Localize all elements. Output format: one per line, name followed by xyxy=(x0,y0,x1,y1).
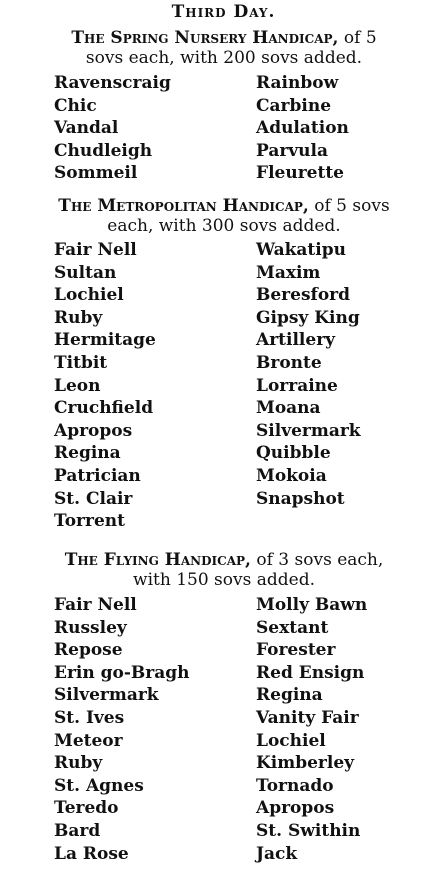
entry-right: Sextant xyxy=(256,617,329,638)
race-terms-line2: sovs each, with 200 sovs added. xyxy=(85,48,363,68)
entry-left: Lochiel xyxy=(54,285,124,306)
entry-left: Chic xyxy=(54,95,97,116)
race-name: The Metropolitan Handicap, xyxy=(58,196,309,216)
entry-left: Cruchfield xyxy=(54,398,154,419)
entry-left: Bard xyxy=(54,821,101,841)
race-title-spring-nursery xyxy=(4,28,444,68)
race-name: The Spring Nursery Handicap, xyxy=(71,28,339,48)
entry-left: Ruby xyxy=(54,307,103,328)
entry-right: Fleurette xyxy=(256,163,344,184)
entry-right: Wakatipu xyxy=(256,240,346,260)
entry-left: Patrician xyxy=(54,466,141,486)
entry-right: Apropos xyxy=(256,798,335,819)
entry-right: Carbine xyxy=(256,95,332,116)
entry-left: Fair Nell xyxy=(54,240,137,260)
entry-right: Silvermark xyxy=(256,420,361,441)
entry-left: Erin go-Bragh xyxy=(54,662,190,683)
entry-right: Moana xyxy=(256,398,321,419)
entry-right: Gipsy King xyxy=(256,307,360,328)
entry-left: Hermitage xyxy=(54,330,156,351)
entry-right: Regina xyxy=(256,685,323,706)
entry-left: Vandal xyxy=(54,118,119,139)
entry-left: Apropos xyxy=(54,420,133,441)
entry-right: Parvula xyxy=(256,140,329,161)
race-terms: of 5 xyxy=(338,28,377,48)
entry-left: Ruby xyxy=(54,753,103,774)
race-terms-line2: each, with 300 sovs added. xyxy=(107,216,341,236)
race-terms: of 3 sovs each, xyxy=(250,550,384,570)
race-title-flying xyxy=(4,550,444,590)
entry-left: Repose xyxy=(54,640,123,661)
entry-right: Tornado xyxy=(256,775,334,796)
race-name: The Flying Handicap, xyxy=(64,550,251,570)
entry-right: Beresford xyxy=(256,285,351,306)
entry-left: Silvermark xyxy=(54,685,159,706)
entry-left: Leon xyxy=(54,375,101,396)
entry-right: Jack xyxy=(256,843,298,864)
entry-right: Rainbow xyxy=(256,73,339,93)
entry-right: Vanity Fair xyxy=(256,708,359,728)
entry-left: Ravenscraig xyxy=(54,73,171,93)
entry-right: Lorraine xyxy=(256,375,338,396)
entry-left: Chudleigh xyxy=(54,140,153,161)
race-terms: of 5 sovs xyxy=(308,196,390,216)
entry-left: La Rose xyxy=(54,843,129,864)
entry-left: Sultan xyxy=(54,262,117,283)
entry-right: Adulation xyxy=(256,118,349,139)
day-heading: Third Day. xyxy=(171,2,276,22)
entry-right: Lochiel xyxy=(256,730,326,751)
entry-right: Quibble xyxy=(256,443,331,464)
entry-right: Snapshot xyxy=(256,488,345,509)
entry-right: Kimberley xyxy=(256,753,355,774)
entry-left: Meteor xyxy=(54,730,123,751)
entry-left: Teredo xyxy=(54,798,119,819)
entry-right: Red Ensign xyxy=(256,662,365,683)
entry-left: St. Agnes xyxy=(54,775,144,796)
entry-right: Mokoia xyxy=(256,466,327,486)
entry-left: Sommeil xyxy=(54,163,138,184)
entry-right: Bronte xyxy=(256,353,322,373)
entry-left: Torrent xyxy=(54,511,125,532)
entry-right: Forester xyxy=(256,640,336,661)
entry-right: Maxim xyxy=(256,262,321,283)
entry-right: Artillery xyxy=(256,330,336,351)
entry-right: St. Swithin xyxy=(256,821,361,841)
entry-left: Fair Nell xyxy=(54,595,137,615)
race-terms-line2: with 150 sovs added. xyxy=(133,570,315,590)
entry-right: Molly Bawn xyxy=(256,595,368,615)
entry-left: St. Clair xyxy=(54,488,133,509)
entry-left: St. Ives xyxy=(54,708,125,728)
entry-left: Regina xyxy=(54,443,121,464)
race-title-metropolitan xyxy=(4,196,444,236)
entry-left: Titbit xyxy=(54,353,108,373)
entry-left: Russley xyxy=(54,617,127,638)
